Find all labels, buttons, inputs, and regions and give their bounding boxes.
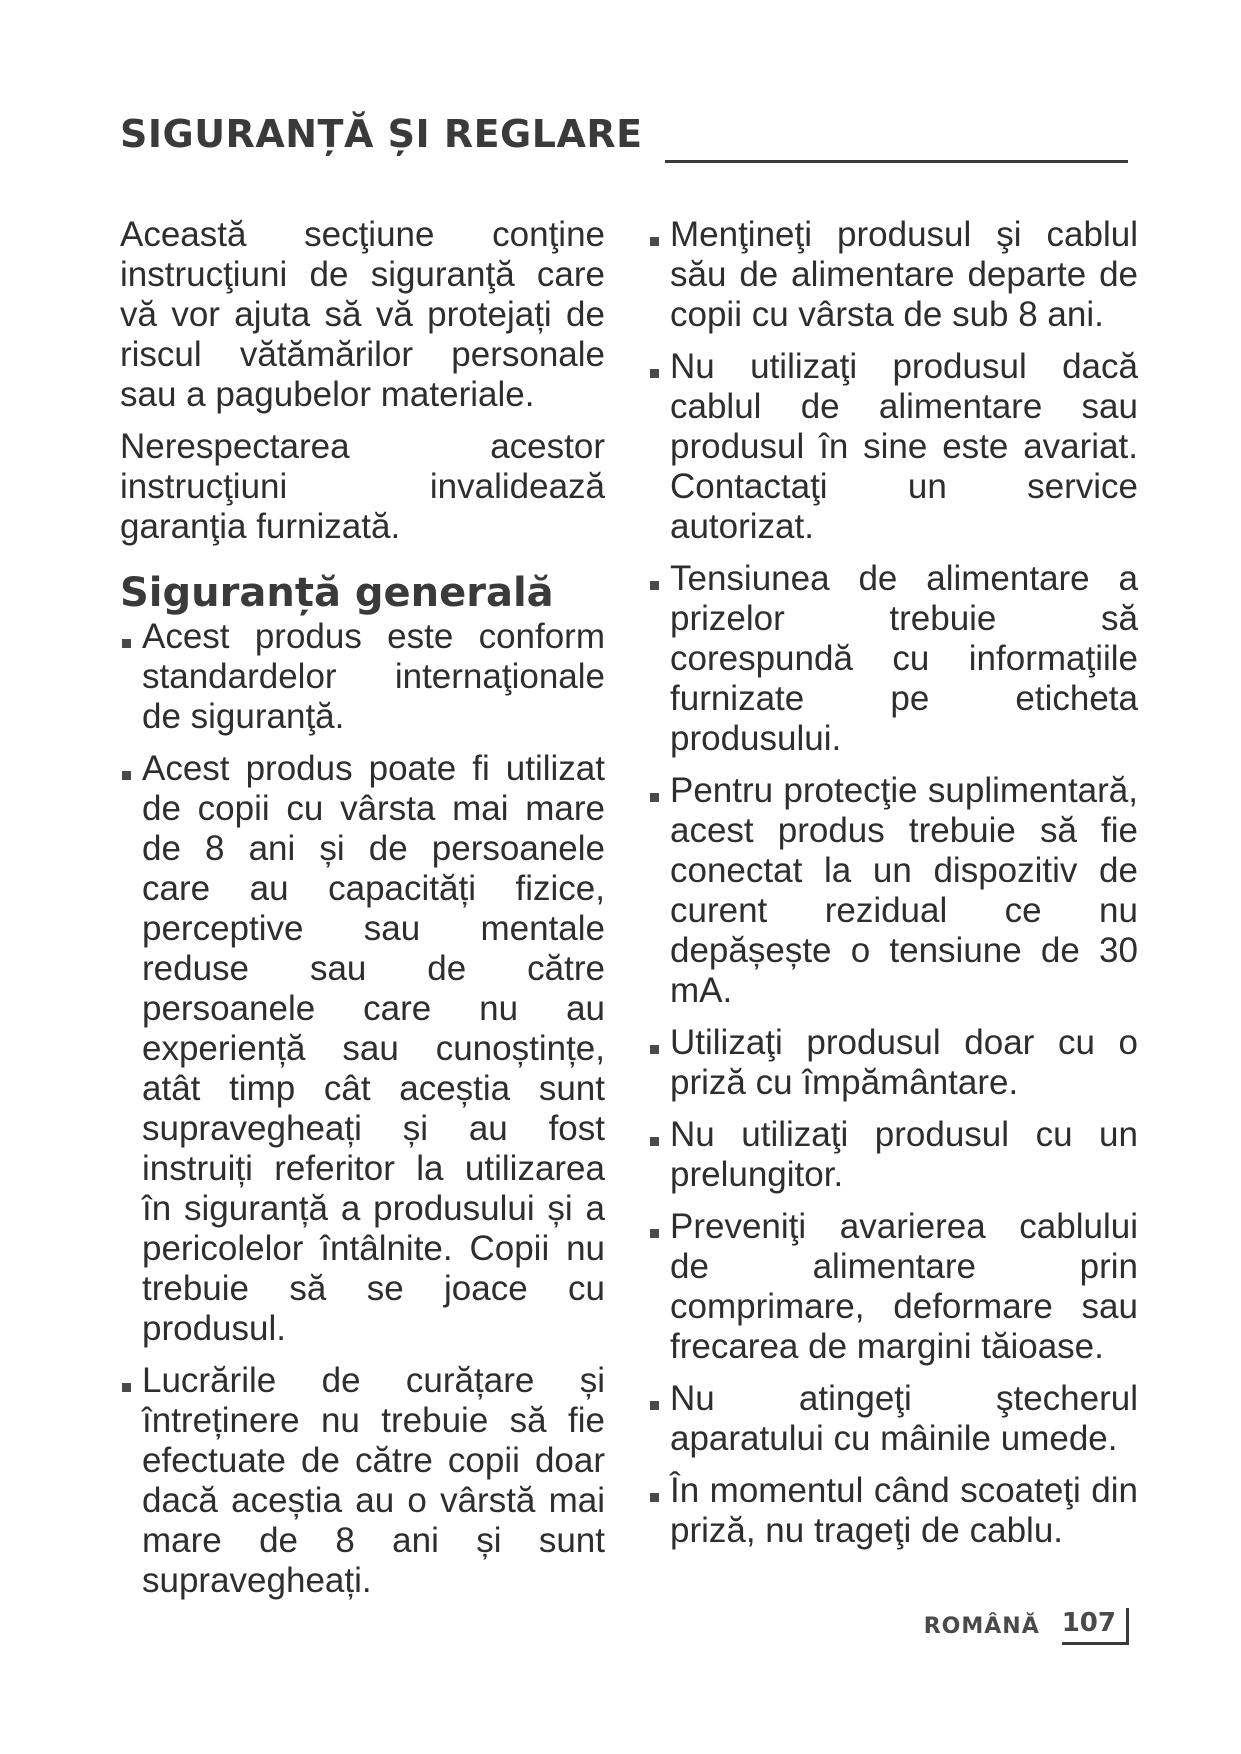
page-footer bbox=[924, 1604, 1129, 1648]
bullet-square-icon bbox=[650, 369, 659, 378]
page-title: SIGURANȚĂ ȘI REGLARE bbox=[120, 112, 643, 156]
bullet-square-icon bbox=[122, 771, 131, 780]
list-item-text: În momentul când scoateţi din priză, nu trageţi de cablu. bbox=[670, 1471, 1138, 1550]
list-item bbox=[648, 1115, 1138, 1195]
list-item bbox=[648, 1207, 1138, 1367]
warranty-paragraph: Nerespectarea acestor instrucţiuni invalidează garanţia furnizată. bbox=[120, 427, 605, 546]
right-column bbox=[648, 215, 1138, 1563]
list-item-text: Nu utilizaţi produsul cu un prelungitor. bbox=[670, 1115, 1138, 1194]
list-item bbox=[648, 1471, 1138, 1551]
list-item bbox=[648, 559, 1138, 759]
list-item bbox=[648, 215, 1138, 335]
list-item bbox=[120, 617, 605, 737]
safety-list-continued bbox=[648, 215, 1138, 1551]
left-column bbox=[120, 215, 605, 1613]
list-item bbox=[648, 1379, 1138, 1459]
title-underline bbox=[665, 160, 1128, 163]
page-header bbox=[120, 112, 1130, 172]
list-item bbox=[648, 347, 1138, 547]
list-item-text: Preveniţi avarierea cablului de alimentare prin comprimare, deformare sau frecarea de margini tăioase. bbox=[670, 1207, 1138, 1366]
bullet-square-icon bbox=[122, 1383, 131, 1392]
section-title-general-safety: Siguranță generală bbox=[120, 570, 554, 616]
list-item-text: Nu atingeţi ştecherul aparatului cu mâinile umede. bbox=[670, 1379, 1138, 1458]
bullet-square-icon bbox=[650, 1137, 659, 1146]
bullet-square-icon bbox=[650, 1401, 659, 1410]
bullet-square-icon bbox=[650, 1229, 659, 1238]
footer-language: ROMÂNĂ bbox=[923, 1613, 1040, 1639]
page-number: 107 bbox=[1062, 1608, 1129, 1645]
list-item-text: Tensiunea de alimentare a prizelor trebuie să corespundă cu informaţiile furnizate pe eticheta produsului. bbox=[670, 559, 1138, 758]
list-item-text: Menţineţi produsul şi cablul său de alimentare departe de copii cu vârsta de sub 8 ani. bbox=[670, 215, 1138, 334]
bullet-square-icon bbox=[650, 1045, 659, 1054]
list-item bbox=[120, 1361, 605, 1601]
list-item-text: Lucrările de curățare și întreținere nu trebuie să fie efectuate de către copii doar dacă aceștia au o vârstă mai mare de 8 ani și sunt supravegheați. bbox=[142, 1361, 605, 1600]
list-item bbox=[648, 1023, 1138, 1103]
list-item-text: Acest produs poate fi utilizat de copii cu vârsta mai mare de 8 ani și de persoanele care au capacități fizice, perceptive sau mentale reduse sau de către persoanele care nu au experiență sau cunoștințe, atât timp cât aceștia sunt supravegheați și au fost instruiți referitor la utilizarea în siguranță a produsului și a pericolelor întâlnite. Copii nu trebuie să se joace cu produsul. bbox=[142, 749, 605, 1348]
intro-paragraph: Această secţiune conţine instrucţiuni de siguranţă care vă vor ajuta să vă protejați de riscul vătămărilor personale sau a pagubelor materiale. bbox=[120, 215, 605, 414]
list-item-text: Utilizaţi produsul doar cu o priză cu împământare. bbox=[670, 1023, 1138, 1102]
bullet-square-icon bbox=[650, 581, 659, 590]
bullet-square-icon bbox=[122, 639, 131, 648]
bullet-square-icon bbox=[650, 1493, 659, 1502]
bullet-square-icon bbox=[650, 793, 659, 802]
general-safety-list bbox=[120, 617, 605, 1601]
list-item-text: Nu utilizaţi produsul dacă cablul de alimentare sau produsul în sine este avariat. Contactaţi un service autorizat. bbox=[670, 347, 1138, 546]
list-item-text: Acest produs este conform standardelor internaţionale de siguranţă. bbox=[142, 617, 605, 736]
list-item bbox=[120, 749, 605, 1349]
bullet-square-icon bbox=[650, 237, 659, 246]
list-item bbox=[648, 771, 1138, 1011]
list-item-text: Pentru protecţie suplimentară, acest produs trebuie să fie conectat la un dispozitiv de curent rezidual ce nu depășește o tensiune de 30 mA. bbox=[670, 771, 1138, 1010]
